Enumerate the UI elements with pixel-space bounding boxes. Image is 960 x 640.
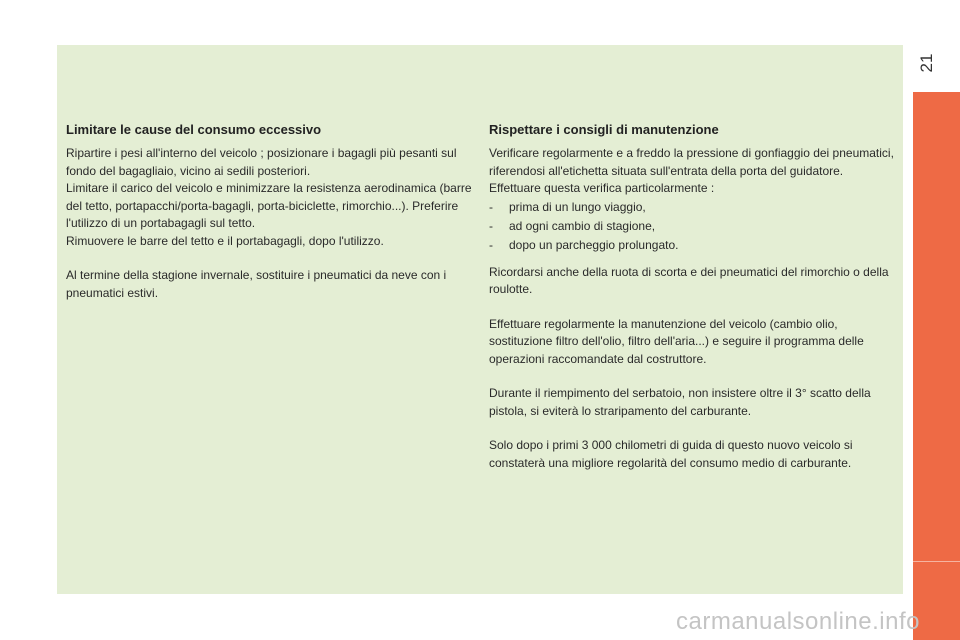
- left-paragraph: Limitare il carico del veicolo e minimizzare la resistenza aerodinamica (barre del tetto, portapacchi/porta-bagagli, porta-biciclette, rimorchio...). Preferire l'utilizzo di un portabagagli sul tetto.: [66, 181, 472, 230]
- list-item-text: ad ogni cambio di stagione,: [509, 218, 656, 233]
- list-item: [489, 217, 899, 236]
- right-intro: Verificare regolarmente e a freddo la pressione di gonfiaggio dei pneumatici, riferendosi all'etichetta situata sull'entrata della porta del guidatore.: [489, 146, 894, 178]
- page-number: 21: [917, 53, 936, 73]
- list-item: [489, 236, 899, 255]
- left-paragraph: Al termine della stagione invernale, sostituire i pneumatici da neve con i pneumatici estivi.: [66, 268, 447, 300]
- watermark: carmanualsonline.info: [676, 608, 920, 635]
- bullet-dash: -: [489, 218, 493, 233]
- left-paragraph: Ripartire i pesi all'interno del veicolo ; posizionare i bagagli più pesanti sul fondo del bagagliaio, vicino ai sedili posteriori.: [66, 146, 457, 178]
- bullet-dash: -: [489, 199, 493, 214]
- check-list: [489, 198, 899, 255]
- right-list-intro: Effettuare questa verifica particolarmente :: [489, 181, 715, 195]
- right-paragraph: Ricordarsi anche della ruota di scorta e dei pneumatici del rimorchio o della roulotte.: [489, 264, 889, 296]
- right-paragraph: Effettuare regolarmente la manutenzione del veicolo (cambio olio, sostituzione filtro dell'olio, filtro dell'aria...) e seguire il programma delle operazioni raccomandate dal costruttore.: [489, 316, 864, 366]
- right-paragraph: Durante il riempimento del serbatoio, non insistere oltre il 3° scatto della pistola, si eviterà lo straripamento del carburante.: [489, 386, 871, 418]
- right-column: [489, 121, 899, 472]
- right-heading: Rispettare i consigli di manutenzione: [489, 122, 719, 137]
- left-column: [66, 121, 476, 302]
- list-item-text: dopo un parcheggio prolungato.: [509, 237, 679, 252]
- left-paragraph: Rimuovere le barre del tetto e il portabagagli, dopo l'utilizzo.: [66, 233, 384, 248]
- bullet-dash: -: [489, 237, 493, 252]
- list-item: [489, 198, 899, 217]
- side-tab-divider: [913, 561, 960, 562]
- right-paragraph: Solo dopo i primi 3 000 chilometri di guida di questo nuovo veicolo si constaterà una migliore regolarità del consumo medio di carburante.: [489, 438, 853, 470]
- left-heading: Limitare le cause del consumo eccessivo: [66, 122, 322, 137]
- chapter-side-tab: [913, 92, 960, 640]
- list-item-text: prima di un lungo viaggio,: [509, 199, 646, 214]
